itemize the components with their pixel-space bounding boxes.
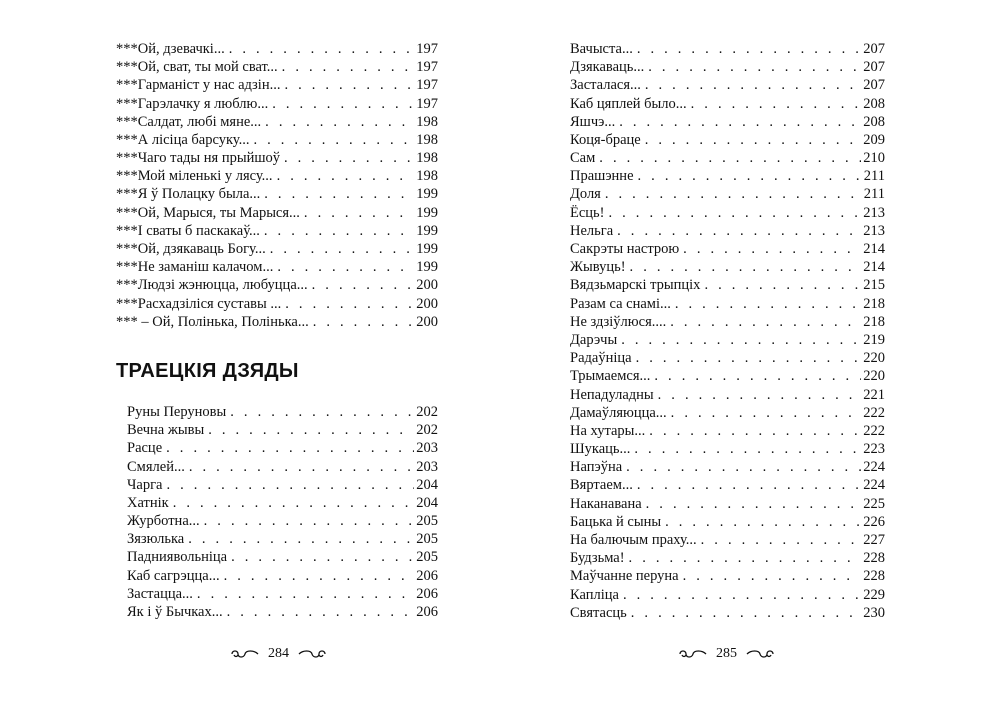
toc-entry <box>570 167 885 185</box>
toc-entry-page: 229 <box>863 586 885 603</box>
toc-entry-title: Засталася... <box>570 77 641 94</box>
toc-entry-page: 197 <box>416 95 438 112</box>
ornament-right-icon <box>745 649 775 659</box>
toc-entry <box>127 494 438 512</box>
toc-entry-title: Маўчанне перуна <box>570 568 679 585</box>
toc-entry-title: ***Людзі жэнюцца, любуцца... <box>116 277 308 294</box>
toc-entry-title: ***Не заманіш калачом... <box>116 259 274 276</box>
page-number-footer <box>678 646 775 662</box>
dot-leader <box>665 513 861 531</box>
toc-entry-page: 205 <box>416 513 438 530</box>
toc-entry-page: 198 <box>416 113 438 130</box>
toc-entry <box>570 477 885 495</box>
dot-leader <box>188 530 414 548</box>
toc-entry-title: Доля <box>570 186 601 203</box>
dot-leader <box>227 603 415 621</box>
dot-leader <box>313 313 415 331</box>
toc-entry <box>127 403 438 421</box>
page-number: 284 <box>268 646 289 661</box>
toc-entry-page: 213 <box>863 204 885 221</box>
toc-entry <box>570 131 885 149</box>
toc-entry-title: Яшчэ... <box>570 113 616 130</box>
toc-entry-page: 205 <box>416 531 438 548</box>
toc-entry-page: 202 <box>416 422 438 439</box>
toc-entry-page: 228 <box>863 568 885 585</box>
toc-entry-title: Застацца... <box>127 585 193 602</box>
toc-entry-title: Дарэчы <box>570 331 618 348</box>
toc-entry-title: Жывуць! <box>570 259 626 276</box>
toc-entry <box>116 95 438 113</box>
toc-entry-title: Ёсць! <box>570 204 605 221</box>
dot-leader <box>671 404 862 422</box>
right-page <box>500 0 1000 707</box>
toc-entry-title: Сакрэты настрою <box>570 241 680 258</box>
toc-entry-page: 228 <box>863 550 885 567</box>
toc-entry <box>116 204 438 222</box>
toc-entry-page: 203 <box>416 458 438 475</box>
toc-entry-title: Вяртаем... <box>570 477 633 494</box>
toc-entry-page: 199 <box>416 186 438 203</box>
toc-entry <box>116 40 438 58</box>
toc-entry-page: 207 <box>863 59 885 76</box>
dot-leader <box>634 440 861 458</box>
toc-entry-title: Падниявольніца <box>127 549 228 566</box>
toc-entry-title: Смялей... <box>127 458 185 475</box>
toc-entry <box>570 604 885 622</box>
toc-entry <box>570 149 885 167</box>
toc-entry-page: 220 <box>863 350 885 367</box>
toc-entry-page: 208 <box>863 113 885 130</box>
toc-entry <box>570 586 885 604</box>
toc-entry-page: 206 <box>416 585 438 602</box>
dot-leader <box>637 476 861 494</box>
toc-entry <box>570 276 885 294</box>
dot-leader <box>189 458 414 476</box>
toc-entry-page: 198 <box>416 168 438 185</box>
toc-entry-title: Расце <box>127 440 163 457</box>
dot-leader <box>645 131 862 149</box>
toc-entry <box>570 222 885 240</box>
toc-entry <box>570 531 885 549</box>
toc-entry-title: ***Ой, сват, ты мой сват... <box>116 59 278 76</box>
dot-leader <box>701 531 862 549</box>
toc-entry <box>116 295 438 313</box>
dot-leader <box>683 567 862 585</box>
toc-entry-title: Не здзіўлюся.... <box>570 313 667 330</box>
toc-entry <box>116 167 438 185</box>
toc-entry <box>570 422 885 440</box>
toc-entry-title: ***Ой, дзякаваць Богу... <box>116 241 266 258</box>
toc-entry-title: ***Расхадзіліся суставы ... <box>116 295 282 312</box>
toc-entry <box>570 40 885 58</box>
toc-entry <box>116 113 438 131</box>
dot-leader <box>270 240 415 258</box>
dot-leader <box>629 549 862 567</box>
toc-entry <box>570 549 885 567</box>
ornament-right-icon <box>297 649 327 659</box>
toc-entry-page: 203 <box>416 440 438 457</box>
toc-entry-page: 214 <box>863 241 885 258</box>
section-heading: ТРАЕЦКІЯ ДЗЯДЫ <box>116 360 299 382</box>
dot-leader <box>208 421 414 439</box>
toc-entry <box>127 530 438 548</box>
toc-entry <box>570 386 885 404</box>
toc-entry-page: 197 <box>416 77 438 94</box>
toc-entry-page: 200 <box>416 313 438 330</box>
dot-leader <box>224 567 415 585</box>
toc-entry-page: 206 <box>416 567 438 584</box>
toc-entry-page: 207 <box>863 77 885 94</box>
toc-entry <box>570 113 885 131</box>
toc-entry <box>116 276 438 294</box>
dot-leader <box>197 585 414 603</box>
dot-leader <box>630 258 862 276</box>
toc-entry-title: Каб цяплей было... <box>570 95 687 112</box>
toc-entry-page: 199 <box>416 204 438 221</box>
toc-entry <box>570 495 885 513</box>
toc-entry <box>127 603 438 621</box>
dot-leader <box>253 131 414 149</box>
toc-entry <box>570 240 885 258</box>
toc-entry <box>116 186 438 204</box>
toc-entry <box>116 240 438 258</box>
toc-entry-title: ***А лісіца барсуку... <box>116 131 250 148</box>
toc-entry-title: Вачыста... <box>570 40 633 57</box>
dot-leader <box>670 313 861 331</box>
toc-entry <box>570 258 885 276</box>
toc-entry-page: 220 <box>863 368 885 385</box>
toc-entry-page: 204 <box>416 494 438 511</box>
poems-toc <box>570 40 885 622</box>
toc-entry <box>127 476 438 494</box>
dot-leader <box>649 422 861 440</box>
dot-leader <box>284 149 414 167</box>
toc-entry-page: 198 <box>416 131 438 148</box>
toc-entry-title: Як і ў Бычках... <box>127 604 223 621</box>
toc-entry-page: 205 <box>416 549 438 566</box>
toc-entry-title: Коця-браце <box>570 131 641 148</box>
toc-entry-page: 199 <box>416 222 438 239</box>
dot-leader <box>264 222 414 240</box>
toc-entry-title: Трымаемся... <box>570 368 651 385</box>
toc-entry <box>127 458 438 476</box>
dot-leader <box>265 113 414 131</box>
dot-leader <box>264 185 414 203</box>
dot-leader <box>654 367 861 385</box>
toc-entry-title: Зязюлька <box>127 531 185 548</box>
dot-leader <box>284 76 414 94</box>
toc-entry-page: 200 <box>416 295 438 312</box>
toc-entry-page: 224 <box>863 477 885 494</box>
dot-leader <box>617 222 861 240</box>
toc-entry <box>127 585 438 603</box>
toc-entry-page: 204 <box>416 476 438 493</box>
toc-entry-page: 230 <box>863 604 885 621</box>
toc-entry-title: Капліца <box>570 586 619 603</box>
toc-entry-page: 209 <box>863 131 885 148</box>
dot-leader <box>230 403 414 421</box>
toc-entry <box>570 58 885 76</box>
dot-leader <box>619 113 861 131</box>
dot-leader <box>282 58 415 76</box>
toc-entry <box>116 58 438 76</box>
toc-entry-title: Непадуладны <box>570 386 654 403</box>
toc-entry-page: 200 <box>416 277 438 294</box>
folk-songs-toc <box>116 40 438 331</box>
toc-entry-title: Святасць <box>570 604 627 621</box>
toc-entry-title: На хутары... <box>570 422 646 439</box>
dot-leader <box>173 494 415 512</box>
dot-leader <box>609 204 862 222</box>
toc-entry-title: Напэўна <box>570 459 623 476</box>
toc-entry-title: Будзьма! <box>570 550 625 567</box>
toc-entry-title: ***Салдат, любі мяне... <box>116 113 262 130</box>
toc-entry-page: 223 <box>863 441 885 458</box>
toc-entry-title: Наканавана <box>570 495 642 512</box>
dot-leader <box>637 40 861 58</box>
dot-leader <box>167 476 415 494</box>
toc-entry-title: ***Гарэлачку я люблю... <box>116 95 269 112</box>
toc-entry <box>116 76 438 94</box>
dot-leader <box>285 295 414 313</box>
toc-entry-title: ***Чаго тады ня прыйшоў <box>116 150 280 167</box>
dot-leader <box>605 185 862 203</box>
toc-entry-page: 199 <box>416 259 438 276</box>
toc-entry-title: ***І сваты б паскакаў... <box>116 222 260 239</box>
dot-leader <box>704 276 861 294</box>
toc-entry-title: Шукаць... <box>570 441 631 458</box>
toc-entry <box>570 404 885 422</box>
toc-entry-page: 222 <box>863 404 885 421</box>
dot-leader <box>646 495 862 513</box>
dot-leader <box>636 349 862 367</box>
toc-entry-page: 218 <box>863 313 885 330</box>
dot-leader <box>631 604 861 622</box>
toc-entry <box>570 458 885 476</box>
toc-entry-title: Чарга <box>127 476 163 493</box>
toc-entry <box>127 512 438 530</box>
toc-entry-title: Разам са снамі... <box>570 295 671 312</box>
toc-entry <box>570 349 885 367</box>
toc-entry-page: 198 <box>416 150 438 167</box>
dot-leader <box>675 295 861 313</box>
toc-entry-page: 207 <box>863 40 885 57</box>
dot-leader <box>621 331 861 349</box>
toc-entry-page: 222 <box>863 422 885 439</box>
toc-entry-page: 197 <box>416 59 438 76</box>
toc-entry-page: 221 <box>863 386 885 403</box>
toc-entry-page: 206 <box>416 604 438 621</box>
dot-leader <box>277 167 415 185</box>
toc-entry <box>116 149 438 167</box>
toc-entry <box>570 367 885 385</box>
dot-leader <box>626 458 861 476</box>
toc-entry-page: 214 <box>863 259 885 276</box>
toc-entry <box>570 204 885 222</box>
toc-entry-page: 208 <box>863 95 885 112</box>
toc-entry <box>570 313 885 331</box>
dot-leader <box>683 240 861 258</box>
toc-entry-title: Вечна жывы <box>127 422 205 439</box>
toc-entry-title: Сам <box>570 150 596 167</box>
toc-entry <box>570 567 885 585</box>
toc-entry <box>127 421 438 439</box>
toc-entry-page: 199 <box>416 241 438 258</box>
toc-entry-title: Вядзьмарскі трыпціх <box>570 277 701 294</box>
toc-entry <box>570 440 885 458</box>
dot-leader <box>204 512 415 530</box>
toc-entry-title: Дзякаваць... <box>570 59 645 76</box>
dot-leader <box>645 76 861 94</box>
dot-leader <box>229 40 415 58</box>
toc-entry-title: ***Ой, Марыся, ты Марыся... <box>116 204 300 221</box>
toc-entry-page: 226 <box>863 513 885 530</box>
toc-entry-title: Хатнік <box>127 494 169 511</box>
toc-entry <box>570 295 885 313</box>
toc-entry-page: 224 <box>863 459 885 476</box>
toc-entry <box>570 95 885 113</box>
dot-leader <box>638 167 862 185</box>
toc-entry <box>127 549 438 567</box>
toc-entry <box>570 186 885 204</box>
toc-entry-page: 211 <box>863 186 885 203</box>
toc-entry-page: 225 <box>863 495 885 512</box>
toc-entry <box>127 439 438 457</box>
toc-entry-title: Каб сагрэцца... <box>127 567 220 584</box>
toc-entry-page: 210 <box>863 150 885 167</box>
toc-entry-title: ***Мой міленькі у лясу... <box>116 168 273 185</box>
toc-entry-page: 218 <box>863 295 885 312</box>
toc-entry-title: На балючым праху... <box>570 532 697 549</box>
dot-leader <box>658 386 862 404</box>
toc-entry-title: Прашэнне <box>570 168 634 185</box>
toc-entry-page: 213 <box>863 222 885 239</box>
dot-leader <box>312 276 415 294</box>
toc-entry-page: 219 <box>863 331 885 348</box>
dot-leader <box>166 439 414 457</box>
toc-entry-title: Нельга <box>570 222 614 239</box>
toc-entry-title: ***Я ў Полацку была... <box>116 186 261 203</box>
toc-entry-page: 215 <box>863 277 885 294</box>
dot-leader <box>231 548 414 566</box>
dot-leader <box>623 586 861 604</box>
toc-entry-title: *** – Ой, Полінька, Полінька... <box>116 313 309 330</box>
page-number-footer <box>230 646 327 662</box>
page-number: 285 <box>716 646 737 661</box>
toc-entry <box>116 222 438 240</box>
toc-entry-title: ***Ой, дзевачкі... <box>116 40 225 57</box>
dot-leader <box>599 149 861 167</box>
toc-entry <box>116 258 438 276</box>
dot-leader <box>304 204 414 222</box>
toc-entry <box>570 76 885 94</box>
toc-entry-title: Радаўніца <box>570 350 632 367</box>
ornament-left-icon <box>678 649 708 659</box>
toc-entry <box>570 513 885 531</box>
toc-entry-page: 197 <box>416 40 438 57</box>
dot-leader <box>277 258 414 276</box>
toc-entry-title: ***Гарманіст у нас адзін... <box>116 77 281 94</box>
ornament-left-icon <box>230 649 260 659</box>
toc-entry-title: Журботна... <box>127 513 200 530</box>
dot-leader <box>648 58 861 76</box>
toc-entry <box>570 331 885 349</box>
toc-entry-page: 202 <box>416 403 438 420</box>
toc-entry <box>127 567 438 585</box>
toc-entry-title: Дамаўляюцца... <box>570 404 667 421</box>
troitsa-toc <box>127 403 438 621</box>
toc-entry-page: 211 <box>863 168 885 185</box>
toc-entry-page: 227 <box>863 532 885 549</box>
dot-leader <box>691 95 862 113</box>
toc-entry-title: Бацька й сыны <box>570 513 662 530</box>
toc-entry <box>116 131 438 149</box>
dot-leader <box>272 95 414 113</box>
toc-entry-title: Руны Перуновы <box>127 403 227 420</box>
toc-entry <box>116 313 438 331</box>
